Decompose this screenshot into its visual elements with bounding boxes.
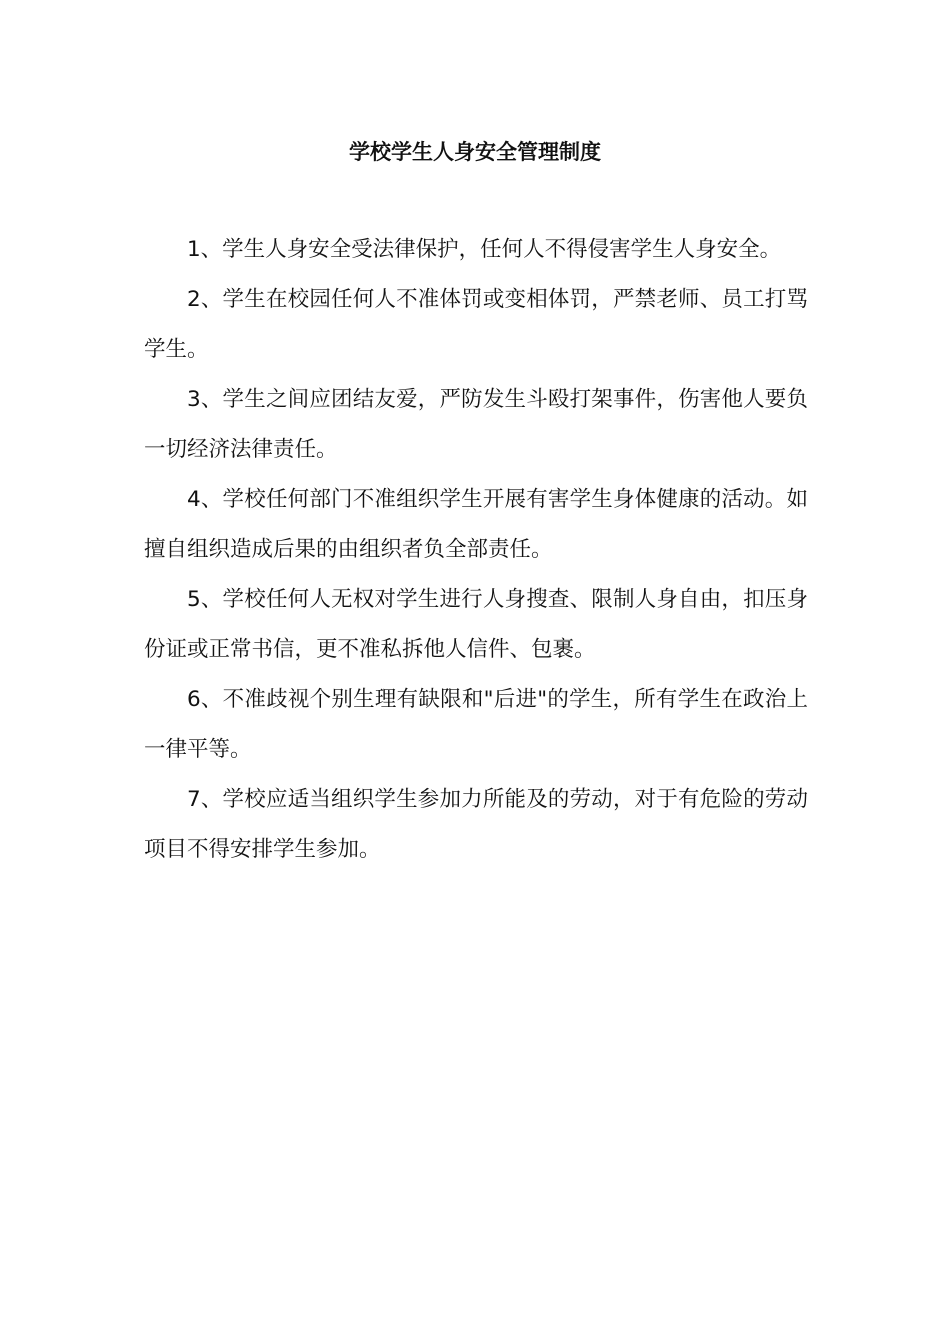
rule-paragraph-7: 7、学校应适当组织学生参加力所能及的劳动，对于有危险的劳动项目不得安排学生参加。 <box>144 787 808 862</box>
rule-paragraph-5: 5、学校任何人无权对学生进行人身搜查、限制人身自由，扣压身份证或正常书信，更不准私拆他人信件、包裹。 <box>144 587 808 662</box>
document-title: 学校学生人身安全管理制度 <box>349 140 601 164</box>
rule-paragraph-1: 1、学生人身安全受法律保护，任何人不得侵害学生人身安全。 <box>187 237 782 262</box>
rule-paragraph-2: 2、学生在校园任何人不准体罚或变相体罚，严禁老师、员工打骂学生。 <box>144 287 808 362</box>
rule-paragraph-4: 4、学校任何部门不准组织学生开展有害学生身体健康的活动。如擅自组织造成后果的由组织者负全部责任。 <box>144 487 808 562</box>
document-body <box>144 225 808 875</box>
rule-paragraph-3: 3、学生之间应团结友爱，严防发生斗殴打架事件，伤害他人要负一切经济法律责任。 <box>144 387 808 462</box>
rule-paragraph-6: 6、不准歧视个别生理有缺限和"后进"的学生，所有学生在政治上一律平等。 <box>144 687 808 762</box>
